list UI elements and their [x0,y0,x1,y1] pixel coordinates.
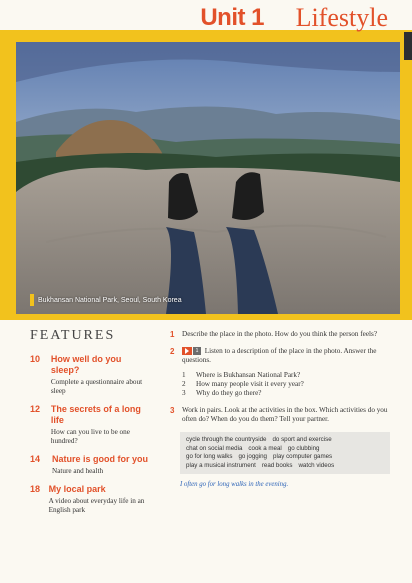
feature-desc: How can you live to be one hundred? [50,428,130,445]
feature-desc: Nature and health [52,467,104,475]
activity: go for long walks [186,453,233,460]
exercise-3 [170,406,390,424]
feature-page: 14 [30,454,41,464]
exercise-number: 3 [170,406,175,415]
feature-desc: Complete a questionnaire about sleep [50,378,143,395]
exercise-text: Listen to a description of the place in the photo. Answer the questions. [182,347,377,364]
caption-marker [30,294,34,306]
activity: do sport and exercise [272,436,332,443]
feature-title: How well do you sleep? [50,354,122,375]
activity: read books [261,461,293,469]
hero-photo [16,42,400,314]
feature-title: My local park [48,484,106,494]
feature-item[interactable] [30,484,150,515]
activity: go clubbing [287,444,320,452]
activity: cook a meal [248,444,282,452]
features-panel [30,328,150,523]
feature-page: 18 [30,484,41,494]
activity-row [186,462,384,471]
activity-row [186,445,384,454]
activity: play computer games [273,453,333,460]
exercise-1 [170,330,390,339]
mountain-photo-illustration [16,42,400,314]
exercise-text: Work in pairs. Look at the activities in the box. Which activities do you often do? When do you do them? Tell your partner. [182,406,388,423]
question-text: Where is Bukhansan National Park? [196,371,301,379]
question-number: 2 [182,380,186,388]
unit-title: Lifestyle [295,3,388,32]
feature-page: 10 [30,354,41,364]
activity-row [186,436,384,445]
feature-item[interactable] [30,354,150,396]
question-number: 1 [182,371,186,379]
exercise-text: Describe the place in the photo. How do you think the person feels? [182,330,378,338]
feature-title: The secrets of a long life [50,404,141,425]
question-item [182,389,390,398]
question-text: Why do they go there? [196,389,262,397]
exercise-number: 2 [170,347,175,356]
unit-number: Unit 1 [200,4,264,31]
page-edge-strip [404,32,412,60]
activity-box [180,432,390,474]
photo-caption [30,294,182,306]
question-list [182,371,390,398]
activity: watch videos [298,461,335,469]
unit-header [0,0,412,40]
question-number: 3 [182,389,186,397]
activity: cycle through the countryside [186,436,267,443]
track-number: 1 [193,347,201,355]
question-item [182,371,390,380]
exercises [170,330,390,432]
feature-page: 12 [30,404,41,414]
features-heading: FEATURES [30,328,116,343]
example-sentence: I often go for long walks in the evening. [180,481,289,488]
activity: chat on social media [186,444,243,452]
audio-play-icon[interactable] [182,347,201,355]
caption-text: Bukhansan National Park, Seoul, South Korea [38,296,182,304]
activity-row [186,453,384,462]
feature-desc: A video about everyday life in an English park [48,497,145,514]
feature-item[interactable] [30,454,150,476]
exercise-number: 1 [170,330,175,339]
feature-title: Nature is good for you [52,454,149,464]
question-text: How many people visit it every year? [196,380,304,388]
exercise-2 [170,347,390,398]
question-item [182,380,390,389]
activity: play a musical instrument [186,461,256,469]
play-icon [182,347,192,355]
feature-item[interactable] [30,404,150,446]
activity: go jogging [238,453,267,460]
